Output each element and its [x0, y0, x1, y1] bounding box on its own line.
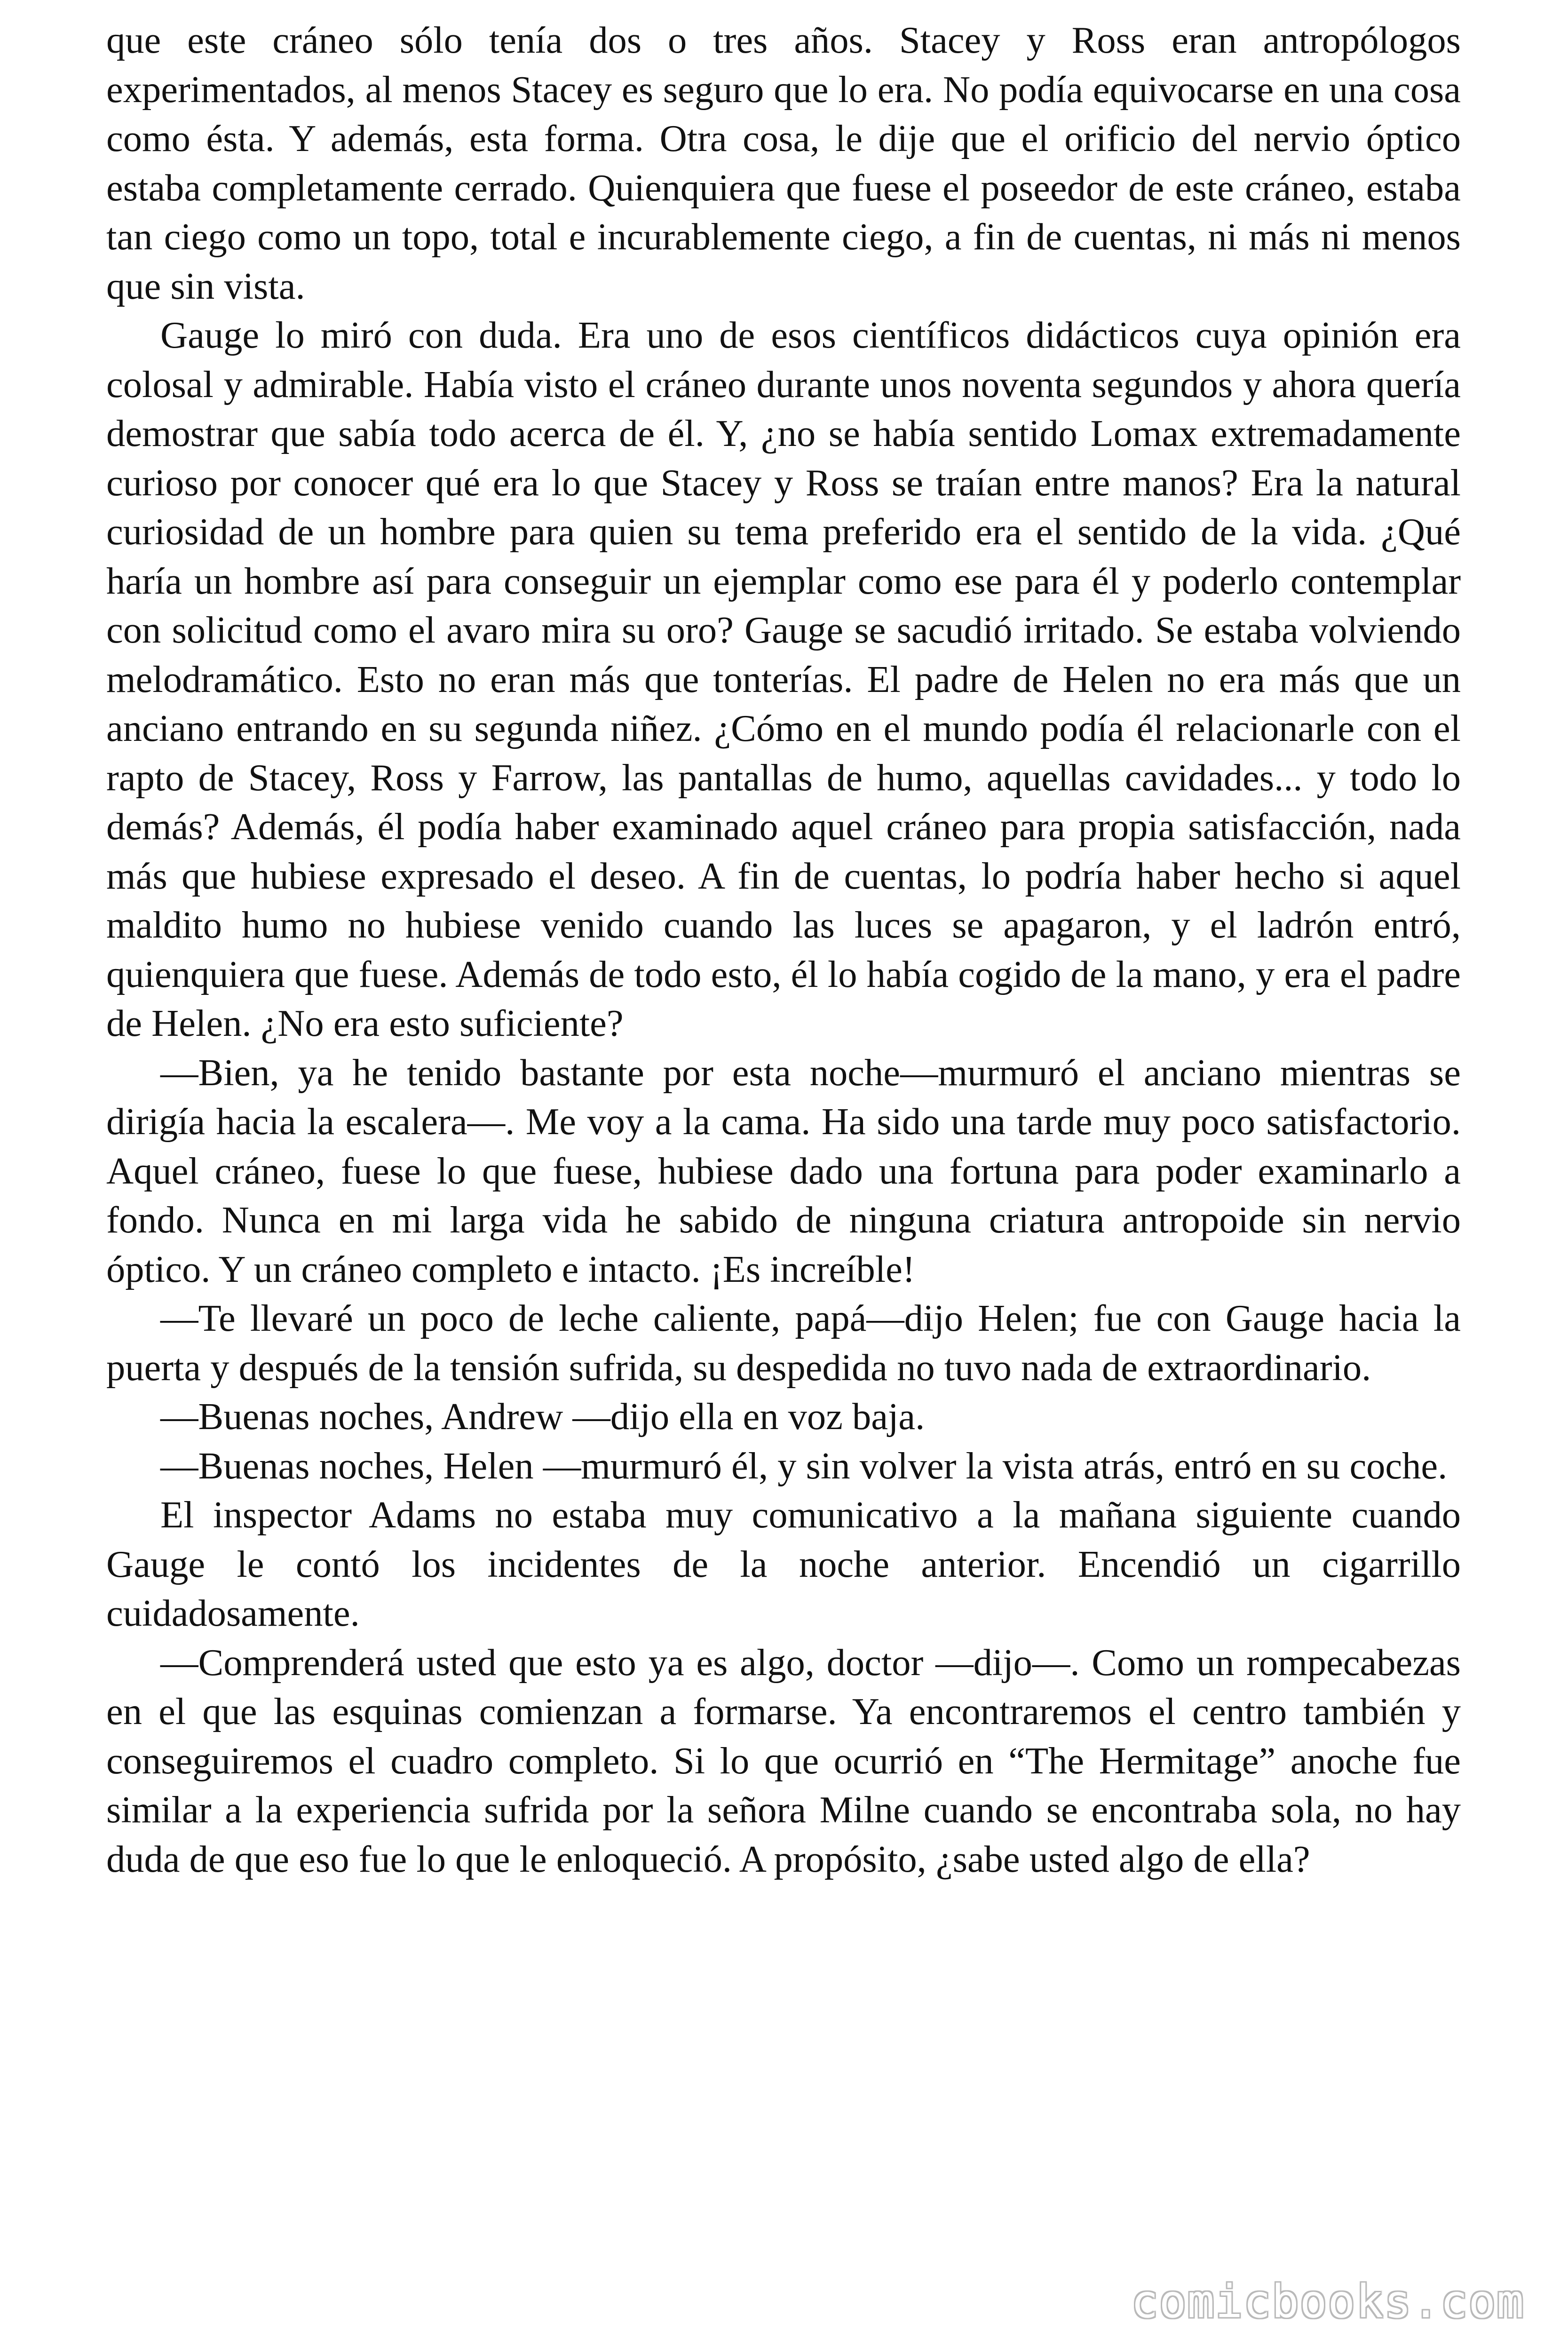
paragraph-3: —Bien, ya he tenido bastante por esta noche—murmuró el anciano mientras se dirigía hacia la escalera—. Me voy a la cama. Ha sido una tarde muy poco satisfactorio. Aquel cráneo, fuese lo que fuese, hubiese dado una fortuna para poder examinarlo a fondo. Nunca en mi larga vida he sabido de ninguna criatura antropoide sin nervio óptico. Y un cráneo completo e intacto. ¡Es increíble!	[106, 1051, 1461, 1290]
page-body	[106, 16, 1461, 1884]
paragraph-4: —Te llevaré un poco de leche caliente, papá—dijo Helen; fue con Gauge hacia la puerta y después de la tensión sufrida, su despedida no tuvo nada de extraordinario.	[106, 1297, 1461, 1389]
paragraph-2: Gauge lo miró con duda. Era uno de esos científicos didácticos cuya opinión era colosal y admirable. Había visto el cráneo durante unos noventa segundos y ahora quería demostrar que sabía todo acerca de él. Y, ¿no se había sentido Lomax extremadamente curioso por conocer qué era lo que Stacey y Ross se traían entre manos? Era la natural curiosidad de un hombre para quien su tema preferido era el sentido de la vida. ¿Qué haría un hombre así para conseguir un ejemplar como ese para él y poderlo contemplar con solicitud como el avaro mira su oro? Gauge se sacudió irritado. Se estaba volviendo melodramático. Esto no eran más que tonterías. El padre de Helen no era más que un anciano entrando en su segunda niñez. ¿Cómo en el mundo podía él relacionarle con el rapto de Stacey, Ross y Farrow, las pantallas de humo, aquellas cavidades... y todo lo demás? Además, él podía haber examinado aquel cráneo para propia satisfacción, nada más que hubiese expresado el deseo. A fin de cuentas, lo podría haber hecho si aquel maldito humo no hubiese venido cuando las luces se apagaron, y el ladrón entró, quienquiera que fuese. Además de todo esto, él lo había cogido de la mano, y era el padre de Helen. ¿No era esto suficiente?	[106, 314, 1461, 1044]
paragraph-6: —Buenas noches, Helen —murmuró él, y sin volver la vista atrás, entró en su coche.	[160, 1445, 1448, 1487]
paragraph-8: —Comprenderá usted que esto ya es algo, doctor —dijo—. Como un rompecabezas en el que las esquinas comienzan a formarse. Ya encontraremos el centro también y conseguiremos el cuadro completo. Si lo que ocurrió en “The Hermitage” anoche fue similar a la experiencia sufrida por la señora Milne cuando se encontraba sola, no hay duda de que eso fue lo que le enloqueció. A propósito, ¿sabe usted algo de ella?	[106, 1641, 1461, 1880]
paragraph-5: —Buenas noches, Andrew —dijo ella en voz baja.	[160, 1396, 925, 1438]
paragraph-1: que este cráneo sólo tenía dos o tres años. Stacey y Ross eran antropólogos experimentados, al menos Stacey es seguro que lo era. No podía equivocarse en una cosa como ésta. Y además, esta forma. Otra cosa, le dije que el orificio del nervio óptico estaba completamente cerrado. Quienquiera que fuese el poseedor de este cráneo, estaba tan ciego como un topo, total e incurablemente ciego, a fin de cuentas, ni más ni menos que sin vista.	[106, 19, 1461, 307]
paragraph-7: El inspector Adams no estaba muy comunicativo a la mañana siguiente cuando Gauge le contó los incidentes de la noche anterior. Encendió un cigarrillo cuidadosamente.	[106, 1494, 1461, 1634]
watermark: comicbooks.com	[1131, 2275, 1525, 2328]
